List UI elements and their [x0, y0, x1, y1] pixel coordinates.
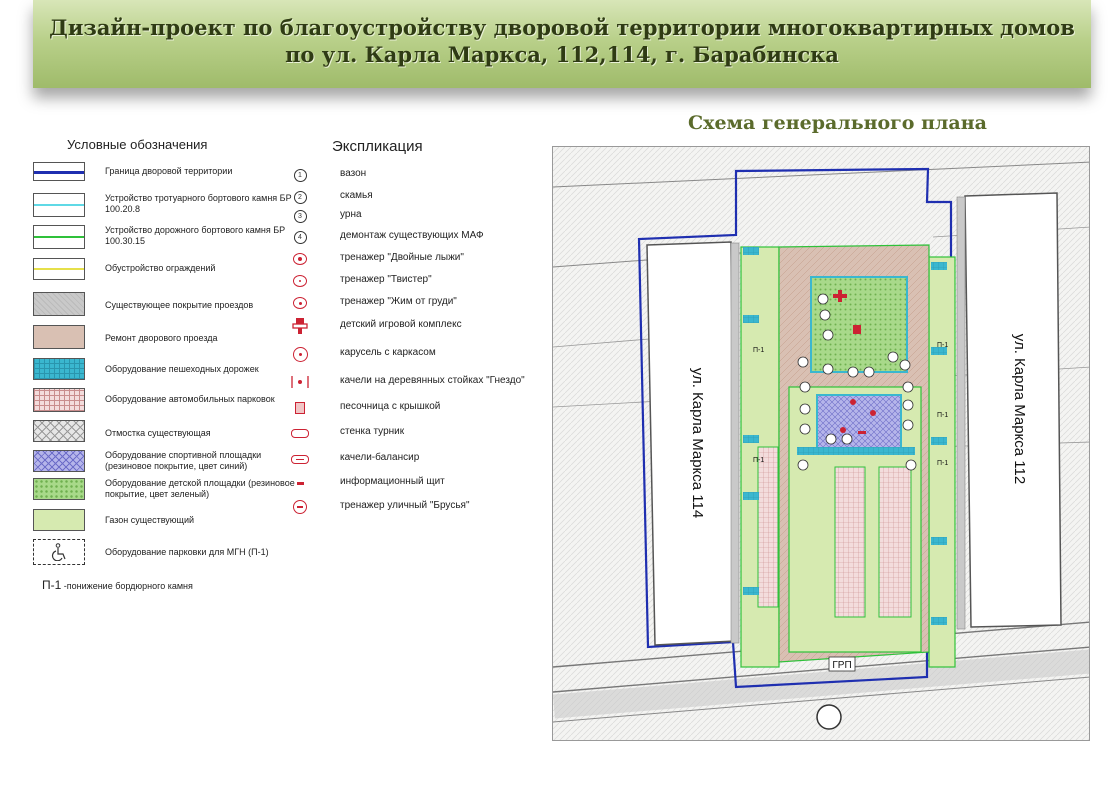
explication-label: демонтаж существующих МАФ [340, 230, 484, 241]
site-plan [552, 146, 1090, 741]
explication-item [290, 188, 550, 208]
legend-label: Оборудование детской площадки (резиновое покрытие, цвет зеленый) [105, 478, 295, 499]
legend-label: Газон существующий [105, 515, 194, 525]
p1-label: П-1 [753, 457, 765, 464]
explication-label: детский игровой комплекс [340, 319, 462, 330]
legend-label: Отмостка существующая [105, 428, 211, 438]
explication-label: стенка турник [340, 426, 405, 437]
numbered-circle-icon: 2 [294, 191, 307, 204]
explication-item [290, 498, 550, 518]
numbered-circle-icon: 3 [294, 210, 307, 223]
legend-label: Устройство дорожного бортового камня БР 100.30.15 [105, 225, 286, 246]
p1-label: П-1 [937, 460, 949, 467]
explication-label: качели на деревянных стойках "Гнездо" [340, 375, 525, 386]
explication-label: урна [340, 209, 362, 220]
explication-item [290, 345, 550, 365]
numbered-circle-icon: 1 [294, 169, 307, 182]
twister-trainer-icon [293, 275, 307, 287]
explication-heading: Экспликация [332, 138, 423, 155]
explication-label: скамья [340, 190, 373, 201]
legend-swatch [33, 162, 85, 181]
parallel-bars-icon [293, 500, 307, 514]
legend-label: Обустройство ограждений [105, 263, 216, 273]
plan-title: Схема генерального плана [688, 112, 987, 134]
chest-press-trainer-icon [293, 297, 307, 309]
carousel-icon [293, 347, 308, 362]
explication-label: информационный щит [340, 476, 445, 487]
legend-swatch [33, 258, 85, 280]
legend-swatch [33, 193, 85, 217]
legend-label: Ремонт дворового проезда [105, 333, 218, 343]
explication-label: тренажер "Твистер" [340, 274, 432, 285]
numbered-circle-icon: 4 [294, 231, 307, 244]
explication-item [290, 424, 550, 444]
explication-item [290, 250, 550, 270]
explication-item [290, 228, 550, 248]
nest-swing-icon [290, 375, 310, 389]
explication-item [290, 272, 550, 292]
site-plan-drawing [553, 147, 1090, 741]
explication-item [290, 166, 550, 186]
building-112-label: ул. Карла Маркса 112 [1011, 333, 1028, 485]
legend-label: Оборудование парковки для МГН (П-1) [105, 547, 269, 557]
legend-label: Оборудование спортивной площадки (резиновое покрытие, цвет синий) [105, 450, 262, 471]
explication-label: тренажер "Двойные лыжи" [340, 252, 464, 263]
manhole [817, 705, 841, 729]
double-ski-trainer-icon [293, 253, 307, 265]
legend-swatch [33, 450, 85, 472]
legend-label: Оборудование пешеходных дорожек [105, 364, 259, 374]
playground-icon [291, 317, 309, 335]
p1-text: -понижение бордюрного камня [61, 581, 193, 591]
building-114-label: ул. Карла Маркса 114 [689, 367, 706, 519]
legend-swatch [33, 292, 85, 316]
info-board-icon [297, 482, 304, 485]
explication-item [290, 399, 550, 419]
explication-label: песочница с крышкой [340, 401, 441, 412]
explication-label: тренажер "Жим от груди" [340, 296, 457, 307]
p1-label: П-1 [937, 412, 949, 419]
explication-item [290, 294, 550, 314]
page-title-line2: по ул. Карла Маркса, 112,114, г. Барабинска [285, 42, 839, 67]
p1-note [42, 578, 193, 592]
explication-item [290, 207, 550, 227]
legend-swatch [33, 420, 85, 442]
sandbox-icon [295, 402, 305, 414]
legend-swatch [33, 509, 85, 531]
legend-swatch [33, 478, 85, 500]
legend-heading: Условные обозначения [67, 137, 208, 152]
balance-swing-icon [291, 455, 309, 464]
explication-item [290, 474, 550, 494]
legend-label: Граница дворовой территории [105, 166, 233, 176]
explication-label: качели-балансир [340, 452, 420, 463]
explication-item [290, 373, 550, 393]
legend-label: Существующее покрытие проездов [105, 300, 254, 310]
legend-swatch [33, 539, 85, 565]
legend-swatch [33, 325, 85, 349]
legend-swatch [33, 358, 85, 380]
page-title-line1: Дизайн-проект по благоустройству дворовой территории многоквартирных домов [49, 15, 1075, 40]
wheelchair-icon [51, 543, 67, 561]
legend-label: Оборудование автомобильных парковок [105, 394, 275, 404]
pull-up-bar-icon [291, 429, 309, 438]
p1-code: П-1 [42, 578, 62, 592]
title-banner [33, 0, 1091, 88]
grp-label: ГРП [832, 660, 852, 671]
legend-swatch [33, 225, 85, 249]
p1-label: П-1 [937, 342, 949, 349]
explication-label: вазон [340, 168, 367, 179]
legend-label: Устройство тротуарного бортового камня БР 100.20.8 [105, 193, 292, 214]
explication-label: карусель с каркасом [340, 347, 436, 358]
p1-label: П-1 [753, 347, 765, 354]
legend-swatch [33, 388, 85, 412]
explication-item [290, 317, 550, 337]
explication-label: тренажер уличный "Брусья" [340, 500, 470, 511]
explication-item [290, 450, 550, 470]
page-title [33, 14, 1091, 68]
